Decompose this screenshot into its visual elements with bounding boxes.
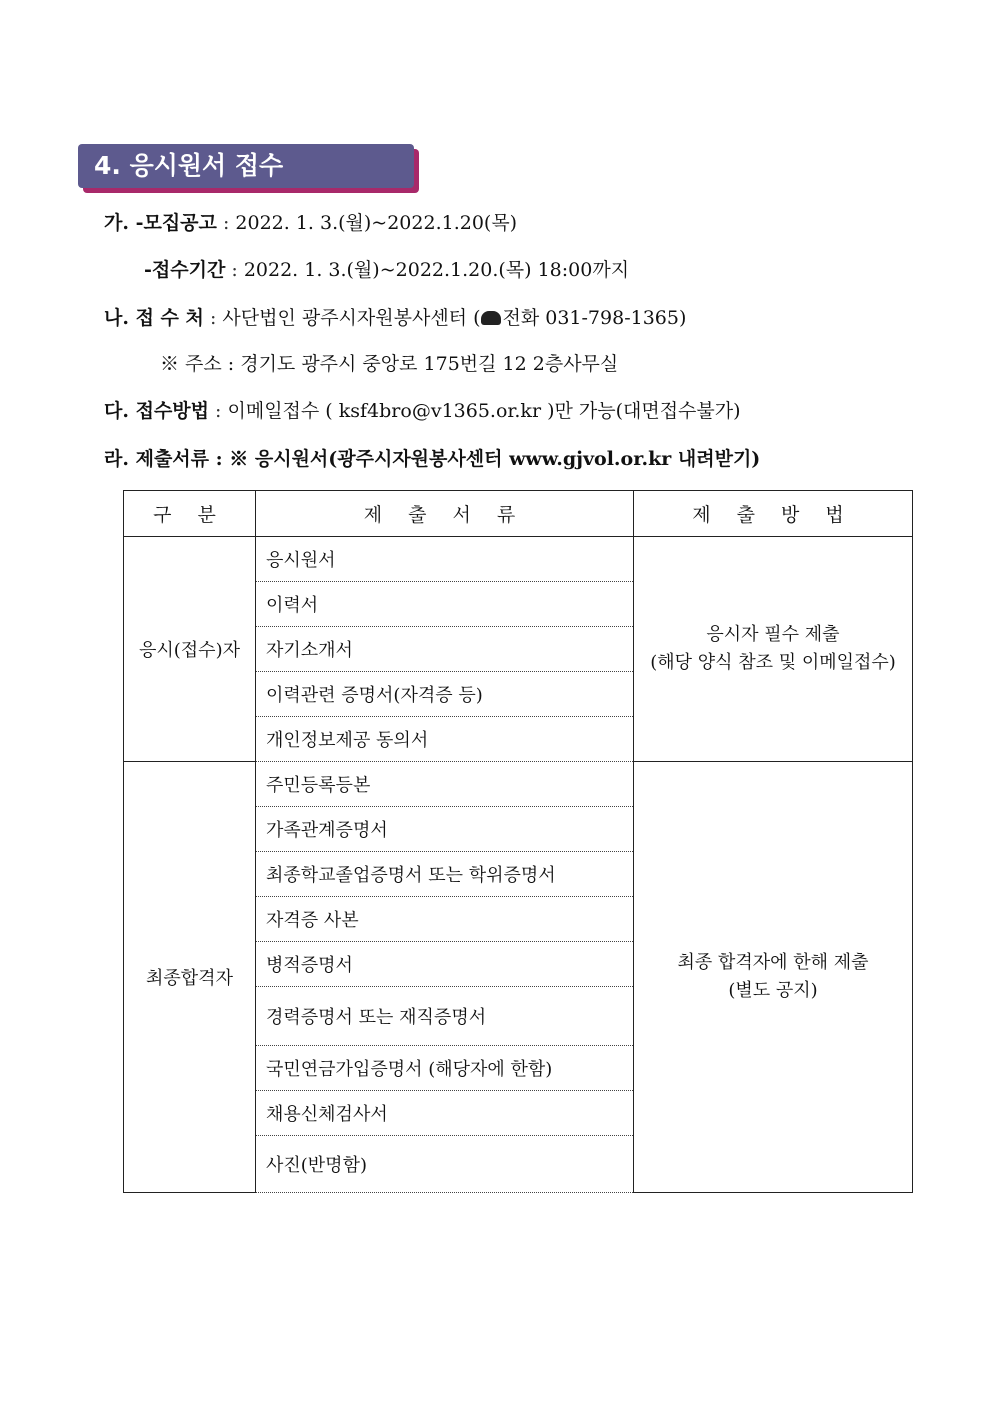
group2-method-line1: 최종 합격자에 한해 제출	[677, 952, 869, 973]
ga2-label: -접수기간	[144, 259, 226, 281]
document-item: 사진(반명함)	[256, 1136, 634, 1193]
header-category: 구 분	[124, 491, 256, 537]
group2-label: 최종합격자	[124, 762, 256, 1193]
document-item: 이력서	[256, 582, 634, 627]
group1-method	[634, 537, 913, 762]
submission-table	[123, 490, 913, 1193]
colon: :	[215, 400, 222, 422]
ga-label: 가. -모집공고	[104, 212, 217, 234]
colon: :	[209, 307, 217, 329]
phone-icon	[481, 311, 501, 325]
section-title: 4. 응시원서 접수	[78, 144, 414, 188]
document-item: 병적증명서	[256, 942, 634, 987]
ga-value: 2022. 1. 3.(월)~2022.1.20(목)	[235, 212, 518, 234]
group1-method-line2: (해당 양식 참조 및 이메일접수)	[650, 652, 896, 673]
group2-method-line2: (별도 공지)	[728, 980, 818, 1001]
line-da	[104, 399, 741, 423]
document-item: 개인정보제공 동의서	[256, 717, 634, 762]
na-label: 나. 접 수 처	[104, 307, 204, 329]
line-na	[104, 306, 686, 330]
document-item: 응시원서	[256, 537, 634, 582]
group1-label: 응시(접수)자	[124, 537, 256, 762]
document-item: 자격증 사본	[256, 897, 634, 942]
line-ga2	[144, 258, 629, 282]
document-item: 주민등록등본	[256, 762, 634, 807]
colon: :	[231, 259, 238, 281]
header-method: 제 출 방 법	[634, 491, 913, 537]
da-label: 다. 접수방법	[104, 400, 209, 422]
address-note: ※ 주소 : 경기도 광주시 중앙로 175번길 12 2층사무실	[160, 353, 619, 375]
header-documents: 제 출 서 류	[256, 491, 634, 537]
line-ra: 라. 제출서류 : ※ 응시원서(광주시자원봉사센터 www.gjvol.or.kr 내려받기)	[104, 448, 761, 470]
na-value-pre: 사단법인 광주시자원봉사센터 (	[222, 307, 481, 329]
table-row	[124, 762, 913, 807]
document-item: 채용신체검사서	[256, 1091, 634, 1136]
document-item: 경력증명서 또는 재직증명서	[256, 987, 634, 1046]
na-value-post: 전화 031-798-1365)	[502, 307, 687, 329]
document-item: 자기소개서	[256, 627, 634, 672]
table-row	[124, 537, 913, 582]
table-header-row	[124, 491, 913, 537]
da-value: 이메일접수 ( ksf4bro@v1365.or.kr )만 가능(대면접수불가)	[227, 400, 741, 422]
line-ga	[104, 211, 517, 235]
document-item: 이력관련 증명서(자격증 등)	[256, 672, 634, 717]
ga2-value: 2022. 1. 3.(월)~2022.1.20.(목) 18:00까지	[243, 259, 630, 281]
group1-method-line1: 응시자 필수 제출	[706, 624, 840, 645]
document-item: 최종학교졸업증명서 또는 학위증명서	[256, 852, 634, 897]
document-item: 국민연금가입증명서 (해당자에 한함)	[256, 1046, 634, 1091]
group2-method	[634, 762, 913, 1193]
document-item: 가족관계증명서	[256, 807, 634, 852]
colon: :	[222, 212, 230, 234]
